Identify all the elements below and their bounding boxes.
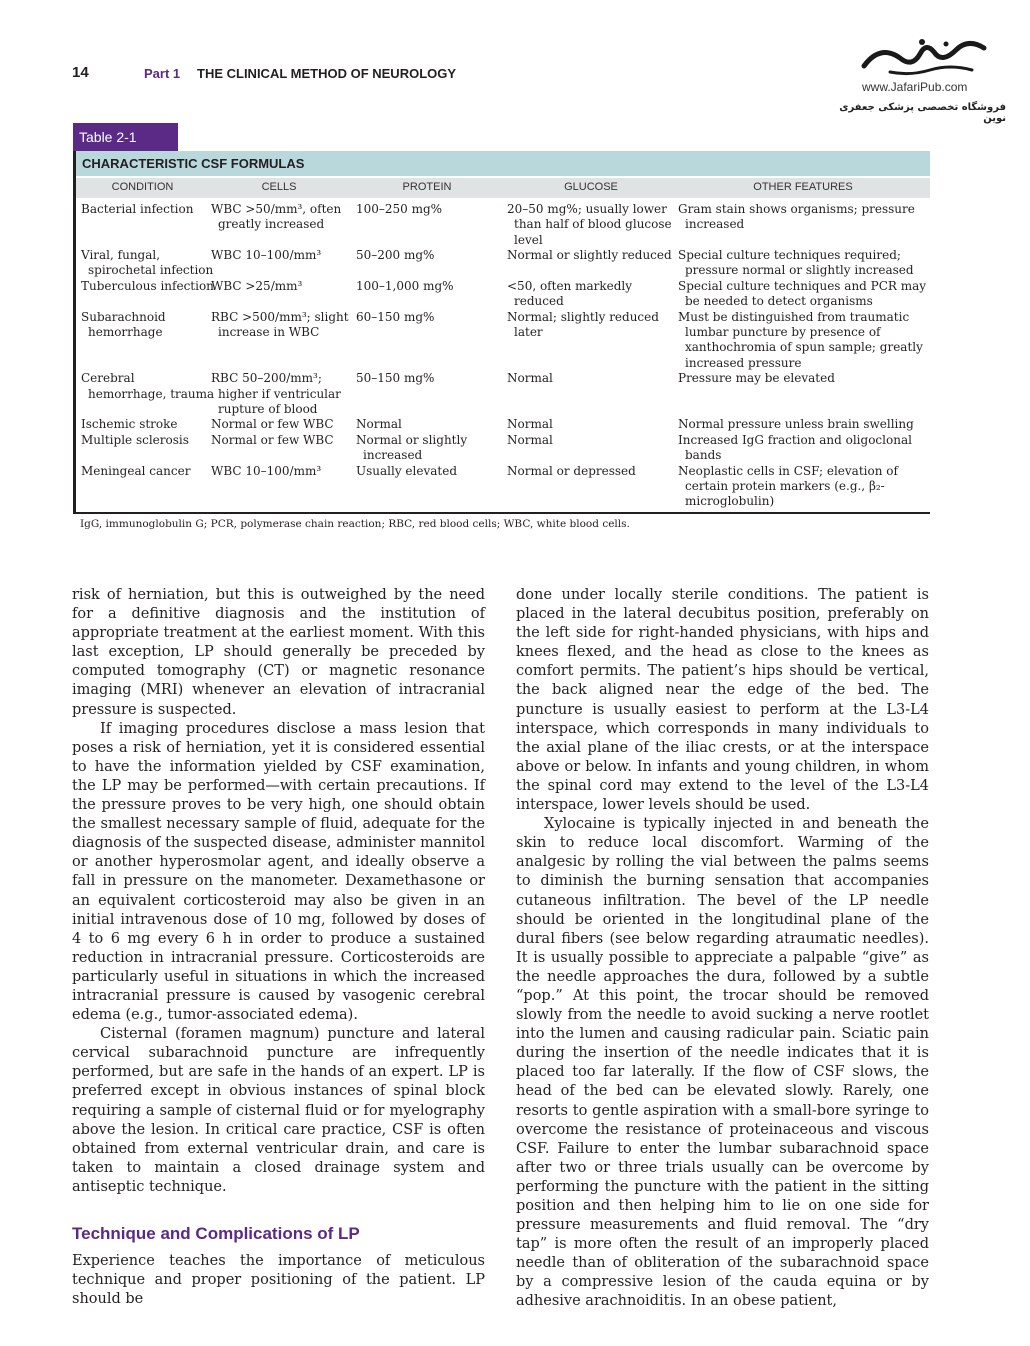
table-row bbox=[76, 279, 930, 310]
table-row bbox=[76, 310, 930, 372]
table-row bbox=[76, 464, 930, 510]
table-cell: Gram stain shows organisms; pressure increased bbox=[678, 202, 915, 232]
table-cell: Bacterial infection bbox=[81, 202, 194, 216]
table-row bbox=[76, 433, 930, 464]
body-paragraph: Experience teaches the importance of meticulous technique and proper positioning of the patient. LP should be bbox=[72, 1253, 485, 1308]
right-column bbox=[516, 586, 929, 1312]
running-title: THE CLINICAL METHOD OF NEUROLOGY bbox=[197, 66, 457, 81]
csf-table bbox=[73, 151, 930, 514]
table-cell: Normal bbox=[507, 417, 553, 432]
table-cell: Normal or slightly increased bbox=[356, 432, 468, 463]
body-paragraph: done under locally sterile conditions. The patient is placed in the lateral decubitus position, preferably on the left side for right-handed physicians, with hips and knees flexed, and the head as close to the knees as comfort permits. The patient’s hips should be vertical, the back aligned near the edge of the bed. The puncture is usually easiest to perform at the L3-L4 interspace, which corresponds in many individuals to the axial plane of the iliac crests, or at the interspace above or below. In infants and young children, in whom the spinal cord may extend to the level of the L3-L4 interspace, lower levels should be used. bbox=[516, 587, 929, 814]
table-cell: <50, often markedly reduced bbox=[507, 278, 633, 309]
table-cell: RBC >500/mm³; slight increase in WBC bbox=[211, 309, 349, 339]
table-cell: Normal or few WBC bbox=[211, 417, 334, 432]
table-header-other-features: OTHER FEATURES bbox=[753, 181, 853, 193]
logo-url: www.JafariPub.com bbox=[862, 80, 968, 94]
table-cell: 100–250 mg% bbox=[356, 202, 443, 216]
table-cell: WBC >25/mm³ bbox=[211, 278, 303, 293]
table-cell: Pressure may be elevated bbox=[678, 371, 835, 386]
table-row bbox=[76, 417, 930, 432]
table-header-cells: CELLS bbox=[261, 181, 297, 193]
table-header-glucose: GLUCOSE bbox=[564, 181, 618, 193]
body-paragraph: Cisternal (foramen magnum) puncture and lateral cervical subarachnoid puncture are infrequently performed, but are safe in the hands of an expert. LP is preferred except in obvious instances of spinal block requiring a sample of cisternal fluid or for myelography above the lesion. In critical care practice, CSF is often obtained from external ventricular drain, and care is taken to maintain a closed drainage system and antiseptic technique. bbox=[72, 1026, 485, 1195]
left-column bbox=[72, 586, 485, 1309]
table-cell: RBC 50–200/mm³; higher if ventricular rupture of blood bbox=[211, 371, 341, 416]
table-cell: Normal bbox=[356, 417, 402, 432]
table-cell: 60–150 mg% bbox=[356, 309, 435, 324]
table-cell: Tuberculous infection bbox=[81, 278, 214, 293]
table-cell: Usually elevated bbox=[356, 463, 458, 478]
body-paragraph: risk of herniation, but this is outweighed by the need for a definitive diagnosis and the institution of appropriate treatment at the earliest moment. With this last exception, LP should generally be preceded by computed tomography (CT) or magnetic resonance imaging (MRI) whenever an elevation of intracranial pressure is suspected. bbox=[72, 587, 485, 718]
table-footnote: IgG, immunoglobulin G; PCR, polymerase chain reaction; RBC, red blood cells; WBC, white blood cells. bbox=[80, 518, 630, 530]
table-cell: Must be distinguished from traumatic lumbar puncture by presence of xanthochromia of spun sample; greatly increased pressure bbox=[678, 309, 923, 370]
table-cell: Ischemic stroke bbox=[81, 417, 178, 432]
table-cell: Normal pressure unless brain swelling bbox=[678, 417, 914, 432]
table-cell: Normal bbox=[507, 371, 553, 386]
table-cell: Multiple sclerosis bbox=[81, 432, 189, 447]
table-row bbox=[76, 248, 930, 279]
page-number: 14 bbox=[72, 64, 89, 81]
table-row bbox=[76, 371, 930, 417]
table-cell: Normal; slightly reduced later bbox=[507, 309, 659, 339]
table-cell: 50–150 mg% bbox=[356, 371, 435, 386]
part-label: Part 1 bbox=[144, 66, 181, 81]
table-cell: Special culture techniques and PCR may be needed to detect organisms bbox=[678, 278, 927, 309]
logo-calligraphy-icon bbox=[860, 36, 990, 78]
table-label: Table 2-1 bbox=[73, 123, 178, 151]
table-cell: Normal bbox=[507, 432, 553, 447]
logo-shop-name: فروشگاه تخصصی پزشکی جعفری نوین bbox=[839, 102, 1006, 124]
table-title: CHARACTERISTIC CSF FORMULAS bbox=[76, 151, 930, 176]
table-cell: Meningeal cancer bbox=[81, 463, 191, 478]
table-cell: WBC >50/mm³, often greatly increased bbox=[211, 202, 342, 232]
table-cell: 20–50 mg%; usually lower than half of blood glucose level bbox=[507, 202, 672, 247]
table-header-protein: PROTEIN bbox=[402, 181, 452, 193]
table-header-row bbox=[76, 178, 930, 198]
table-cell: WBC 10–100/mm³ bbox=[211, 463, 322, 478]
table-cell: Special culture techniques required; pressure normal or slightly increased bbox=[678, 248, 914, 278]
table-header-condition: CONDITION bbox=[111, 181, 174, 193]
table-cell: 100–1,000 mg% bbox=[356, 278, 454, 293]
body-paragraph: Xylocaine is typically injected in and beneath the skin to reduce local discomfort. Warming of the analgesic by rolling the vial between the palms seems to diminish the burning sensation that accompanies cutaneous infiltration. The bevel of the LP needle should be oriented in the longitudinal plane of the dural fibers (see below regarding atraumatic needles). It is usually possible to appreciate a palpable “give” as the needle approaches the dura, followed by a subtle “pop.” At this point, the trocar should be removed slowly from the needle to avoid sucking a nerve rootlet into the lumen and causing radicular pain. Sciatic pain during the insertion of the needle indicates that it is placed too far laterally. If the flow of CSF slows, the head of the bed can be elevated slowly. Rarely, one resorts to gentle aspiration with a small-bore syringe to overcome the resistance of proteinaceous and viscous CSF. Failure to enter the lumbar subarachnoid space after two or three trials usually can be overcome by performing the puncture with the patient in the sitting position and then helping him to lie on one side for pressure measurements and fluid removal. The “dry tap” is more often the result of an improperly placed needle than of obliteration of the subarachnoid space by a compressive lesion of the cauda equina or by adhesive arachnoiditis. In an obese patient, bbox=[516, 816, 929, 1310]
body-paragraph: If imaging procedures disclose a mass lesion that poses a risk of herniation, yet it is considered essential to have the information yielded by CSF examination, the LP may be performed—with certain precautions. If the pressure proves to be very high, one should obtain the smallest necessary sample of fluid, adequate for the diagnosis of the suspected disease, administer mannitol or another hyperosmolar agent, and ideally observe a fall in pressure on the manometer. Dexamethasone or an equivalent corticosteroid may also be given in an initial intravenous dose of 10 mg, followed by doses of 4 to 6 mg every 6 h in order to produce a sustained reduction in intracranial pressure. Corticosteroids are particularly useful in situations in which the increased intracranial pressure is caused by vasogenic cerebral edema (e.g., tumor-associated edema). bbox=[72, 720, 485, 1024]
table-cell: 50–200 mg% bbox=[356, 248, 435, 262]
table-cell: Increased IgG fraction and oligoclonal bands bbox=[678, 432, 912, 463]
table-row bbox=[76, 202, 930, 248]
table-cell: Normal or few WBC bbox=[211, 432, 334, 447]
table-cell: Normal or depressed bbox=[507, 463, 636, 478]
publisher-logo bbox=[839, 36, 1006, 124]
table-cell: WBC 10–100/mm³ bbox=[211, 248, 322, 262]
table-cell: Cerebral hemorrhage, trauma bbox=[81, 371, 215, 401]
table-cell: Subarachnoid hemorrhage bbox=[81, 309, 166, 339]
table-cell: Normal or slightly reduced bbox=[507, 248, 672, 262]
table-cell: Viral, fungal, spirochetal infection bbox=[81, 248, 214, 278]
table-cell: Neoplastic cells in CSF; elevation of certain protein markers (e.g., β₂-microglobulin) bbox=[678, 463, 898, 509]
section-heading: Technique and Complications of LP bbox=[72, 1224, 360, 1243]
table-body bbox=[76, 202, 930, 510]
